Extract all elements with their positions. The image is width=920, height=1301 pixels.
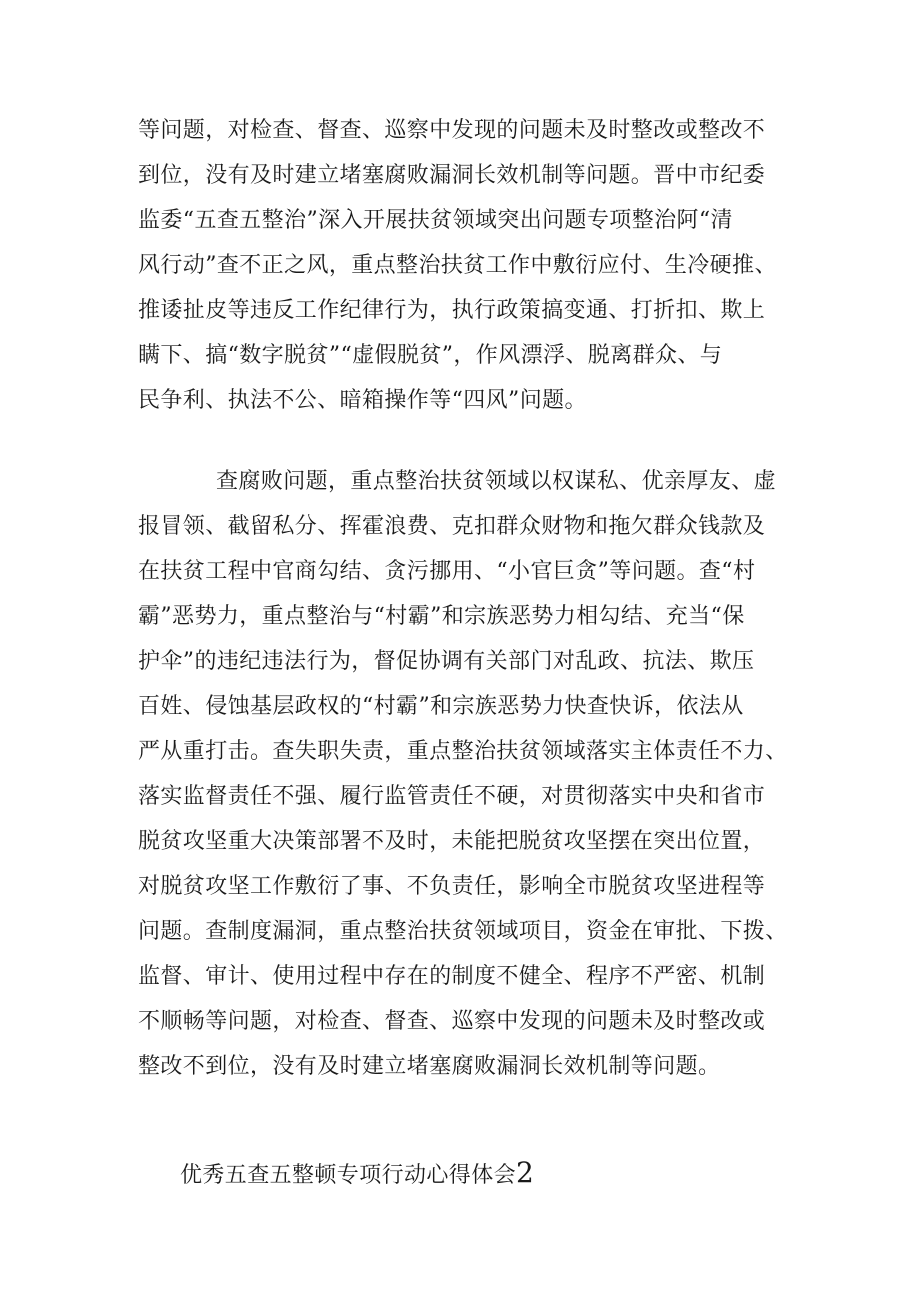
paragraph-line: 风行动”查不正之风，重点整治扶贫工作中敷衍应付、生冷硬推、 [138, 253, 777, 278]
section-heading-text: 优秀五查五整顿专项行动心得体会 [180, 1163, 517, 1188]
paragraph-line: 严从重打击。查失职失责，重点整治扶贫领域落实主体责任不力、 [138, 739, 788, 764]
paragraph-line: 在扶贫工程中官商勾结、贪污挪用、“小官巨贪”等问题。查“村 [138, 559, 756, 584]
paragraph-line: 民争利、执法不公、暗箱操作等“四风”问题。 [138, 388, 587, 413]
paragraph-line: 瞒下、搞“数字脱贫”“虚假脱贫”，作风漂浮、脱离群众、与 [138, 343, 723, 368]
paragraph-line: 查腐败问题，重点整治扶贫领域以权谋私、优亲厚友、虚 [216, 469, 777, 494]
paragraph-line: 到位，没有及时建立堵塞腐败漏洞长效机制等问题。晋中市纪委 [138, 163, 766, 188]
paragraph-line: 对脱贫攻坚工作敷衍了事、不负责任，影响全市脱贫攻坚进程等 [138, 874, 766, 899]
paragraph-line: 不顺畅等问题，对检查、督查、巡察中发现的问题未及时整改或 [138, 1009, 766, 1034]
paragraph-line: 报冒领、截留私分、挥霍浪费、克扣群众财物和拖欠群众钱款及 [138, 514, 766, 539]
paragraph-line: 百姓、侵蚀基层政权的“村霸”和宗族恶势力快查快诉，依法从 [138, 694, 744, 719]
paragraph-line: 霸”恶势力，重点整治与“村霸”和宗族恶势力相勾结、充当“保 [138, 604, 745, 629]
paragraph-line: 等问题，对检查、督查、巡察中发现的问题未及时整改或整改不 [138, 118, 766, 143]
section-heading-number: 2 [516, 1156, 535, 1189]
section-heading [180, 1150, 534, 1198]
paragraph-2 [138, 459, 818, 1089]
paragraph-line: 护伞”的违纪违法行为，督促协调有关部门对乱政、抗法、欺压 [138, 649, 755, 674]
paragraph-line: 监委“五查五整治”深入开展扶贫领域突出问题专项整治阿“清 [138, 208, 733, 233]
paragraph-line: 问题。查制度漏洞，重点整治扶贫领域项目，资金在审批、下拨、 [138, 919, 788, 944]
paragraph-1 [138, 108, 818, 423]
paragraph-line: 落实监督责任不强、履行监管责任不硬，对贯彻落实中央和省市 [138, 784, 766, 809]
paragraph-line: 推诿扯皮等违反工作纪律行为，执行政策搞变通、打折扣、欺上 [138, 298, 766, 323]
paragraph-line: 整改不到位，没有及时建立堵塞腐败漏洞长效机制等问题。 [138, 1054, 721, 1079]
paragraph-line: 监督、审计、使用过程中存在的制度不健全、程序不严密、机制 [138, 964, 766, 989]
paragraph-line: 脱贫攻坚重大决策部署不及时，未能把脱贫攻坚摆在突出位置， [138, 829, 766, 854]
